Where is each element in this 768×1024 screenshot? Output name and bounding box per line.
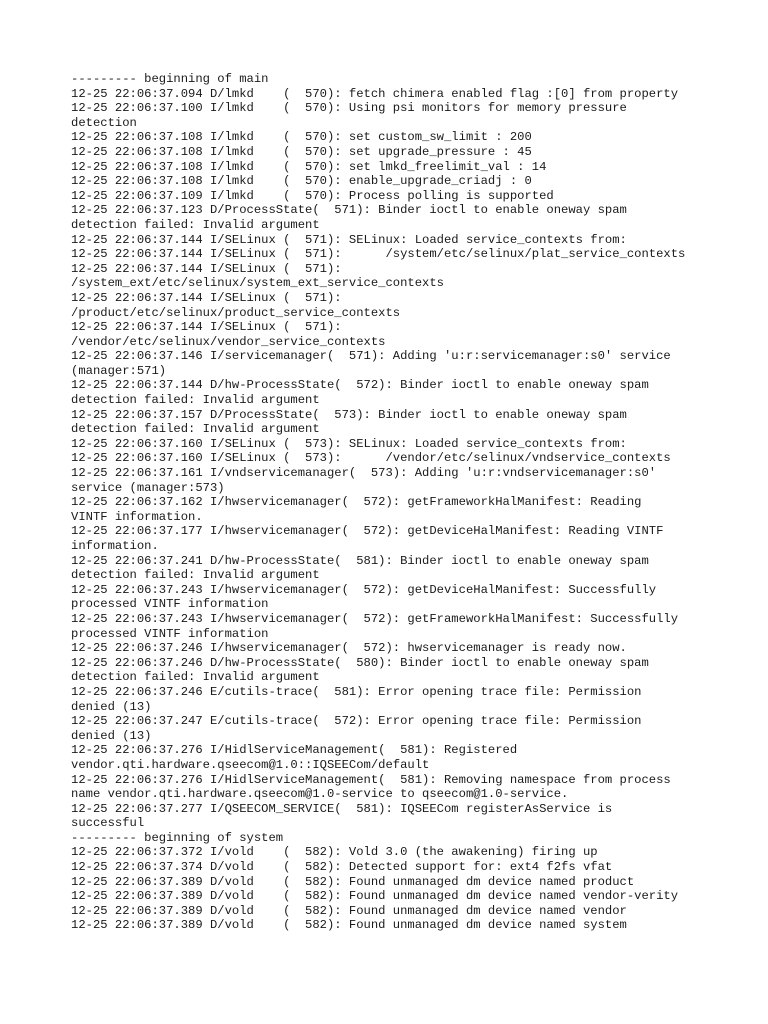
log-line: detection failed: Invalid argument	[71, 393, 320, 408]
log-line: vendor.qti.hardware.qseecom@1.0::IQSEECom/default	[71, 757, 430, 772]
log-line: denied (13)	[71, 699, 152, 714]
log-line: 12-25 22:06:37.276 I/HidlServiceManagement( 581): Registered	[71, 743, 518, 758]
log-line: 12-25 22:06:37.243 I/hwservicemanager( 572): getFrameworkHalManifest: Successfully	[71, 611, 679, 626]
log-line: 12-25 22:06:37.389 D/vold ( 582): Found unmanaged dm device named vendor	[71, 903, 627, 918]
log-line: 12-25 22:06:37.246 D/hw-ProcessState( 580): Binder ioctl to enable oneway spam	[71, 655, 649, 670]
log-line: 12-25 22:06:37.144 I/SELinux ( 571):	[71, 261, 342, 276]
log-line: 12-25 22:06:37.276 I/HidlServiceManagement( 581): Removing namespace from process	[71, 772, 671, 787]
log-line: 12-25 22:06:37.157 D/ProcessState( 573): Binder ioctl to enable oneway spam	[71, 407, 627, 422]
log-line: 12-25 22:06:37.246 E/cutils-trace( 581): Error opening trace file: Permission	[71, 684, 642, 699]
log-line: 12-25 22:06:37.372 I/vold ( 582): Vold 3.0 (the awakening) firing up	[71, 845, 598, 860]
log-line: 12-25 22:06:37.389 D/vold ( 582): Found unmanaged dm device named vendor-verity	[71, 889, 679, 904]
log-line: 12-25 22:06:37.108 I/lmkd ( 570): set upgrade_pressure : 45	[71, 144, 532, 159]
log-line: 12-25 22:06:37.109 I/lmkd ( 570): Process polling is supported	[71, 188, 554, 203]
log-line: 12-25 22:06:37.243 I/hwservicemanager( 572): getDeviceHalManifest: Successfully	[71, 582, 657, 597]
log-text-block	[71, 72, 711, 933]
log-line: detection failed: Invalid argument	[71, 568, 320, 583]
log-line: 12-25 22:06:37.374 D/vold ( 582): Detected support for: ext4 f2fs vfat	[71, 860, 613, 875]
log-line: /product/etc/selinux/product_service_contexts	[71, 305, 401, 320]
log-line: detection failed: Invalid argument	[71, 217, 320, 232]
log-line: denied (13)	[71, 728, 152, 743]
log-line: detection failed: Invalid argument	[71, 670, 320, 685]
log-line: successful	[71, 816, 145, 831]
log-line: (manager:571)	[71, 363, 167, 378]
log-line: 12-25 22:06:37.161 I/vndservicemanager( 573): Adding 'u:r:vndservicemanager:s0'	[71, 466, 657, 481]
log-line: /system_ext/etc/selinux/system_ext_service_contexts	[71, 276, 444, 291]
log-line: detection failed: Invalid argument	[71, 422, 320, 437]
log-line: 12-25 22:06:37.144 I/SELinux ( 571):	[71, 290, 342, 305]
log-line: 12-25 22:06:37.247 E/cutils-trace( 572): Error opening trace file: Permission	[71, 714, 642, 729]
log-line: 12-25 22:06:37.144 I/SELinux ( 571):	[71, 320, 342, 335]
log-line: processed VINTF information	[71, 597, 269, 612]
log-line: 12-25 22:06:37.100 I/lmkd ( 570): Using psi monitors for memory pressure	[71, 101, 627, 116]
log-line: 12-25 22:06:37.389 D/vold ( 582): Found unmanaged dm device named product	[71, 874, 635, 889]
log-line: VINTF information.	[71, 509, 203, 524]
log-line: processed VINTF information	[71, 626, 269, 641]
log-line: information.	[71, 539, 159, 553]
log-line: name vendor.qti.hardware.qseecom@1.0-service to qseecom@1.0-service.	[71, 787, 569, 802]
log-line: service (manager:573)	[71, 480, 225, 495]
log-line: 12-25 22:06:37.241 D/hw-ProcessState( 581): Binder ioctl to enable oneway spam	[71, 553, 649, 568]
log-line: detection	[71, 115, 137, 130]
log-line: 12-25 22:06:37.094 D/lmkd ( 570): fetch chimera enabled flag :[0] from property	[71, 86, 679, 101]
log-line: 12-25 22:06:37.144 I/SELinux ( 571): SELinux: Loaded service_contexts from:	[71, 232, 627, 247]
log-line: 12-25 22:06:37.123 D/ProcessState( 571): Binder ioctl to enable oneway spam	[71, 203, 627, 218]
log-line: --------- beginning of system	[71, 830, 284, 845]
log-line: 12-25 22:06:37.146 I/servicemanager( 571): Adding 'u:r:servicemanager:s0' service	[71, 349, 671, 364]
log-line: 12-25 22:06:37.144 I/SELinux ( 571): /system/etc/selinux/plat_service_contexts	[71, 247, 686, 262]
log-line: --------- beginning of main	[71, 72, 269, 86]
log-line: 12-25 22:06:37.277 I/QSEECOM_SERVICE( 581): IQSEECom registerAsService is	[71, 801, 613, 816]
log-line: /vendor/etc/selinux/vendor_service_contexts	[71, 334, 386, 349]
log-line: 12-25 22:06:37.177 I/hwservicemanager( 572): getDeviceHalManifest: Reading VINTF	[71, 524, 664, 539]
log-line: 12-25 22:06:37.246 I/hwservicemanager( 572): hwservicemanager is ready now.	[71, 641, 627, 656]
log-line: 12-25 22:06:37.389 D/vold ( 582): Found unmanaged dm device named system	[71, 918, 627, 933]
log-line: 12-25 22:06:37.162 I/hwservicemanager( 572): getFrameworkHalManifest: Reading	[71, 495, 642, 510]
log-line: 12-25 22:06:37.144 D/hw-ProcessState( 572): Binder ioctl to enable oneway spam	[71, 378, 649, 393]
log-line: 12-25 22:06:37.160 I/SELinux ( 573): /vendor/etc/selinux/vndservice_contexts	[71, 451, 671, 466]
log-line: 12-25 22:06:37.108 I/lmkd ( 570): set lmkd_freelimit_val : 14	[71, 159, 547, 174]
log-line: 12-25 22:06:37.108 I/lmkd ( 570): enable_upgrade_criadj : 0	[71, 174, 532, 189]
log-line: 12-25 22:06:37.160 I/SELinux ( 573): SELinux: Loaded service_contexts from:	[71, 436, 627, 451]
log-line: 12-25 22:06:37.108 I/lmkd ( 570): set custom_sw_limit : 200	[71, 130, 532, 145]
